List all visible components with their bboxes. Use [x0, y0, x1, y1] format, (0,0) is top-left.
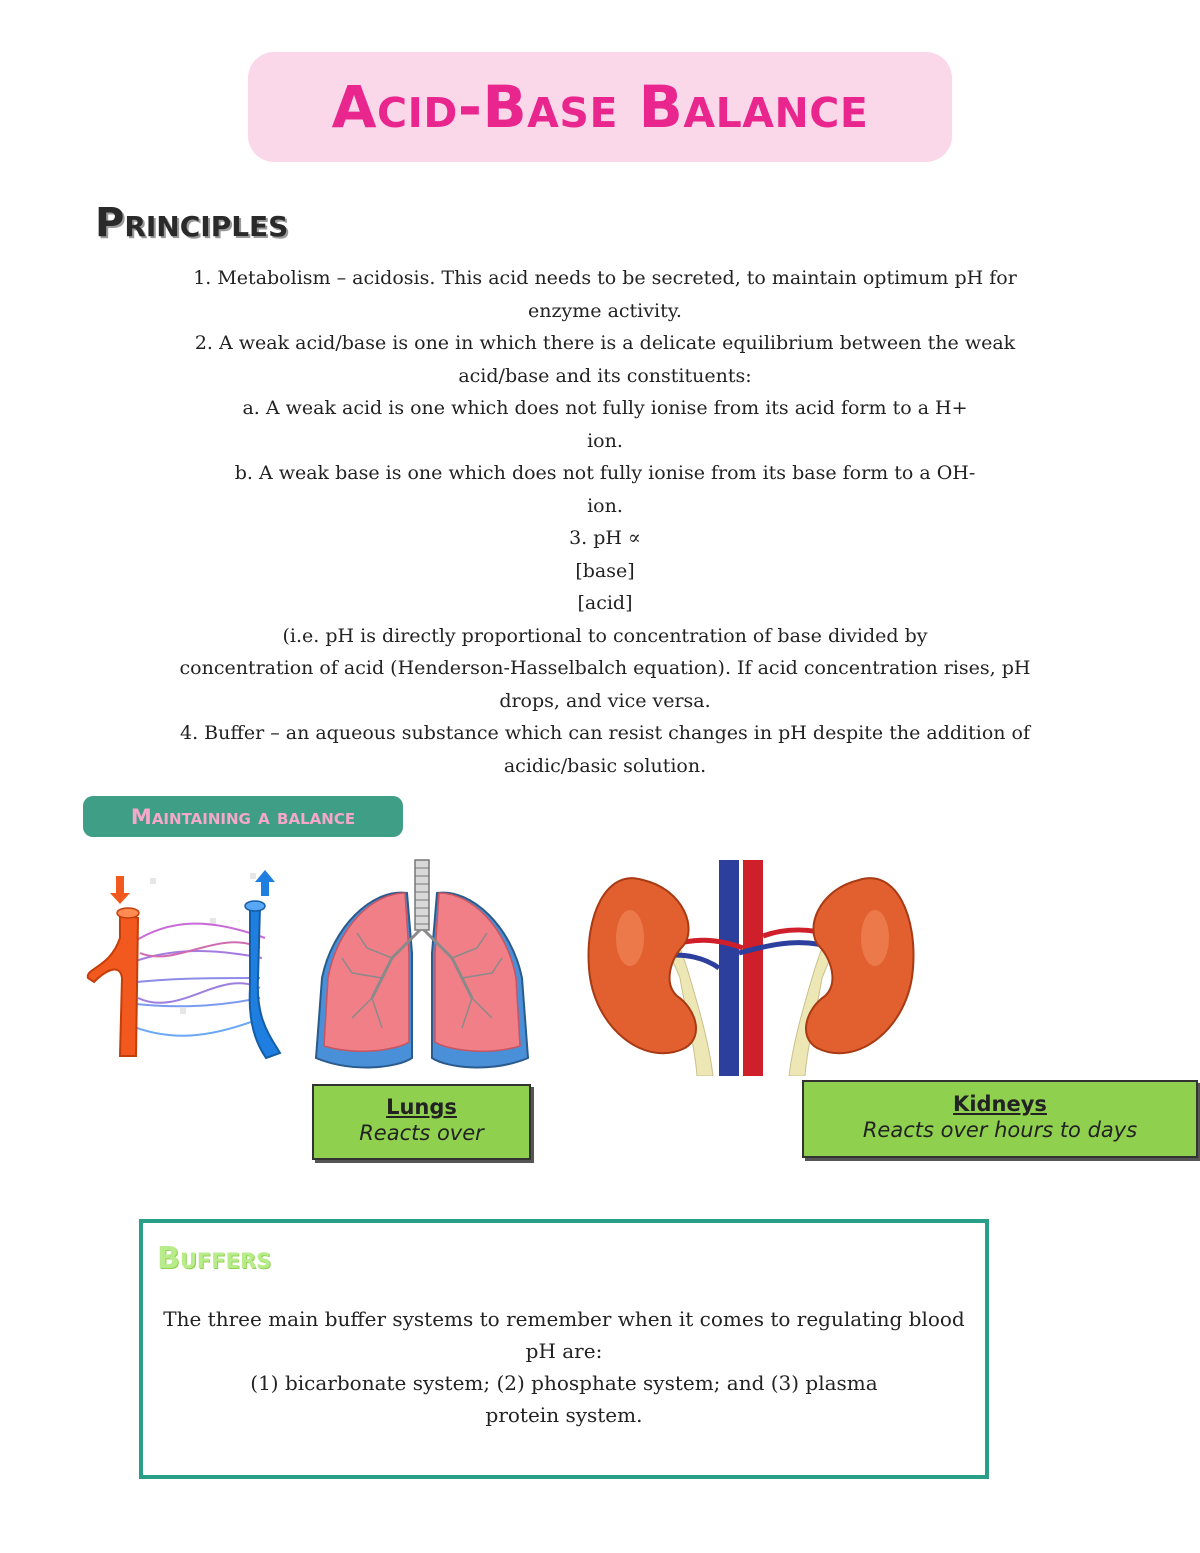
principle-line: [base] [575, 559, 635, 582]
maintaining-balance-heading: Maintaining a balance [83, 796, 403, 837]
page-title: Acid-Base Balance [331, 73, 869, 141]
principle-line: acid/base and its constituents: [458, 364, 752, 387]
principles-text [140, 262, 1070, 782]
kidneys-label-box [802, 1080, 1198, 1158]
principles-heading: Principles [95, 200, 289, 246]
buffers-text [143, 1303, 985, 1431]
title-banner [248, 52, 952, 162]
principle-line: ion. [587, 429, 623, 452]
principle-line: concentration of acid (Henderson-Hasselbalch equation). If acid concentration rises, pH [179, 657, 1031, 679]
kidneys-illustration [585, 858, 917, 1076]
principle-line: (i.e. pH is directly proportional to concentration of base divided by [282, 624, 928, 647]
buffers-line: The three main buffer systems to remember when it comes to regulating blood [163, 1307, 965, 1331]
principle-line: 2. A weak acid/base is one in which there is a delicate equilibrium between the weak [194, 332, 1016, 354]
principle-line: ion. [587, 494, 623, 517]
principle-line: acidic/basic solution. [503, 754, 707, 777]
principle-line: enzyme activity. [528, 299, 682, 322]
buffers-heading: Buffers [157, 1241, 272, 1276]
principle-line: [acid] [577, 592, 633, 614]
kidneys-label-title: Kidneys [953, 1092, 1047, 1116]
principle-line: 1. Metabolism – acidosis. This acid needs to be secreted, to maintain optimum pH for [193, 267, 1017, 289]
lungs-label-title: Lungs [386, 1095, 457, 1119]
lungs-label-box [312, 1084, 531, 1160]
principle-line: 3. pH ∝ [569, 527, 641, 549]
principle-line: drops, and vice versa. [499, 689, 711, 712]
principle-line: 4. Buffer – an aqueous substance which can resist changes in pH despite the addition of [179, 722, 1031, 744]
lungs-illustration [312, 858, 532, 1076]
kidneys-label-subtitle: Reacts over hours to days [862, 1118, 1138, 1142]
lungs-label-subtitle: Reacts over [359, 1121, 484, 1145]
principle-line: b. A weak base is one which does not fully ionise from its base form to a OH- [234, 462, 976, 484]
buffers-line: protein system. [485, 1403, 643, 1427]
buffers-line: pH are: [525, 1339, 603, 1363]
principle-line: a. A weak acid is one which does not fully ionise from its acid form to a H+ [242, 397, 968, 419]
buffers-box [139, 1219, 989, 1479]
buffers-line: (1) bicarbonate system; (2) phosphate system; and (3) plasma [250, 1371, 878, 1395]
capillary-bed-illustration [80, 858, 290, 1066]
